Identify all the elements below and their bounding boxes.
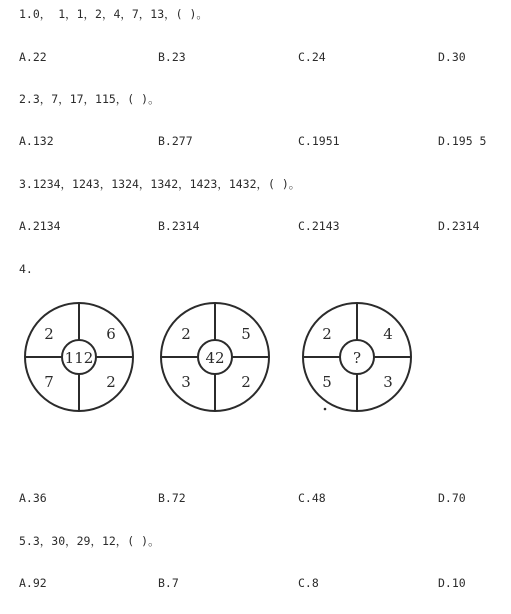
question-5-option-c[interactable]: C.8 — [298, 576, 319, 590]
figure-2-bottom-right: 2 — [241, 373, 251, 391]
figure-3 — [303, 303, 411, 411]
figure-3-top-right: 4 — [383, 325, 393, 343]
question-3-option-d[interactable]: D.2314 — [438, 219, 480, 233]
figure-1-top-left: 2 — [44, 325, 54, 343]
question-4-option-d[interactable]: D.70 — [438, 491, 466, 505]
figure-1-bottom-left: 7 — [44, 373, 54, 391]
figure-3-bottom-left: 5 — [322, 373, 332, 391]
question-3-option-c[interactable]: C.2143 — [298, 219, 340, 233]
figure-2-center: 42 — [205, 349, 225, 367]
question-4-figures — [0, 296, 511, 426]
question-1-option-d[interactable]: D.30 — [438, 50, 466, 64]
question-2-option-c[interactable]: C.1951 — [298, 134, 340, 148]
figure-1-bottom-right: 2 — [106, 373, 116, 391]
question-2-option-d[interactable]: D.195 5 — [438, 134, 487, 148]
figure-3-top-left: 2 — [322, 325, 332, 343]
question-2-option-a[interactable]: A.132 — [19, 134, 54, 148]
question-1-option-b[interactable]: B.23 — [158, 50, 186, 64]
question-5-option-d[interactable]: D.10 — [438, 576, 466, 590]
question-4-option-b[interactable]: B.72 — [158, 491, 186, 505]
question-2-stem: 2.3，7，17，115，( )。 — [19, 92, 160, 106]
figure-1-center: 112 — [64, 349, 94, 367]
figure-3-center: ? — [352, 349, 362, 367]
figure-1-top-right: 6 — [106, 325, 116, 343]
question-1-option-c[interactable]: C.24 — [298, 50, 326, 64]
figure-1 — [25, 303, 133, 411]
question-3-option-b[interactable]: B.2314 — [158, 219, 200, 233]
question-1-stem: 1.0， 1，1，2，4，7，13，( )。 — [19, 7, 208, 21]
figure-2-bottom-left: 3 — [181, 373, 191, 391]
figure-3-bottom-right: 3 — [383, 373, 393, 391]
question-1-option-a[interactable]: A.22 — [19, 50, 47, 64]
question-3-option-a[interactable]: A.2134 — [19, 219, 61, 233]
question-2-option-b[interactable]: B.277 — [158, 134, 193, 148]
question-4-option-c[interactable]: C.48 — [298, 491, 326, 505]
question-3-stem: 3.1234，1243，1324，1342，1423，1432，( )。 — [19, 177, 301, 191]
question-5-stem: 5.3，30，29，12，( )。 — [19, 534, 160, 548]
question-4-option-a[interactable]: A.36 — [19, 491, 47, 505]
figure-2-top-right: 5 — [241, 325, 251, 343]
figure-2 — [161, 303, 269, 411]
figure-2-top-left: 2 — [181, 325, 191, 343]
question-5-option-b[interactable]: B.7 — [158, 576, 179, 590]
question-4-stem: 4. — [19, 262, 33, 276]
scan-dot — [324, 408, 327, 411]
question-5-option-a[interactable]: A.92 — [19, 576, 47, 590]
